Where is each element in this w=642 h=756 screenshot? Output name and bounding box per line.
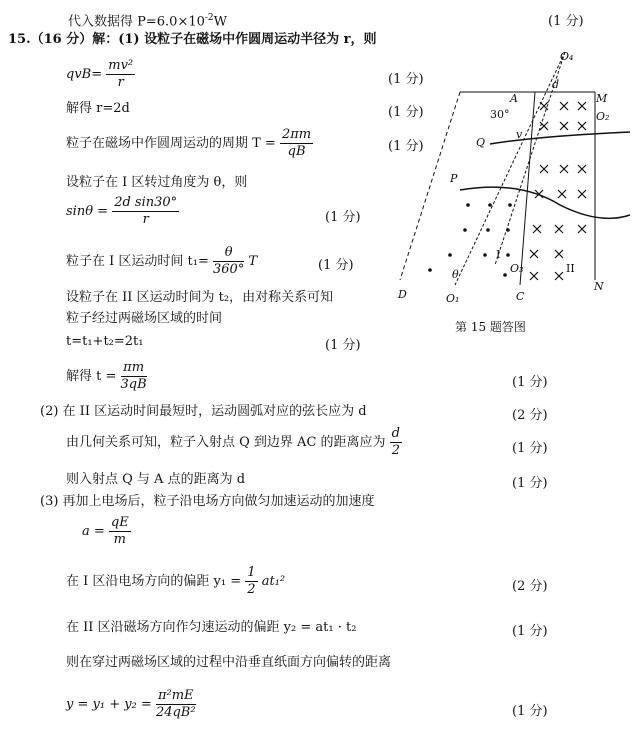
label-o1: O₁: [446, 292, 460, 305]
label-region-1: I: [496, 248, 501, 261]
label-o4: O₄: [560, 50, 574, 63]
eq-acceleration: a = $\frac{qE}{m}$: [82, 515, 129, 547]
score: (1 分): [388, 139, 424, 154]
label-angle: 30°: [490, 108, 510, 121]
eq-radius: 解得 r=2d: [66, 101, 130, 116]
part2-chord: (2) 在 II 区运动时间最短时，运动圆弧对应的弦长应为 d: [40, 404, 367, 419]
label-p: P: [450, 172, 458, 185]
score: (2 分): [512, 579, 548, 594]
label-v: v: [516, 128, 523, 141]
eq-sin-theta: sinθ = $\frac{\text{2d sin30°}}{r}$: [66, 195, 178, 227]
eq-lorentz: qvB= $\frac{\text{mv²}}{r}$: [66, 58, 134, 90]
label-theta: θ: [452, 268, 459, 281]
part3-deflection-intro: 则在穿过两磁场区域的过程中沿垂直纸面方向偏转的距离: [66, 655, 392, 670]
score: (2 分): [512, 408, 548, 423]
eq-time-region-1: 粒子在 I 区运动时间 t₁= $\frac{\theta}{360^\circ}$ T: [66, 245, 258, 277]
eq-angle-intro: 设粒子在 I 区转过角度为 θ，则: [66, 175, 248, 190]
label-o2: O₂: [596, 110, 610, 123]
field-dots-region-1: [428, 203, 512, 277]
line-power-result: 代入数据得 $P=6.0\times 10^{-2}W$: [68, 13, 228, 30]
trajectory-lower: [460, 187, 630, 218]
score: (1 分): [548, 14, 584, 29]
label-c: C: [516, 290, 525, 303]
label-o3: O₃: [510, 262, 524, 275]
score: (1 分): [388, 72, 424, 87]
label-m: M: [596, 92, 608, 105]
label-region-2: II: [566, 262, 575, 275]
label-a: A: [510, 92, 518, 105]
eq-offset-2: 在 II 区沿磁场方向作匀速运动的偏距 y₂ = at₁ · t₂: [66, 620, 357, 635]
score: (1 分): [512, 476, 548, 491]
score: (1 分): [512, 624, 548, 639]
eq-symmetry: 设粒子在 II 区运动时间为 t₂，由对称关系可知: [66, 290, 334, 305]
field-crosses-region-2: [530, 102, 586, 280]
part2-distance: 由几何关系可知，粒子入射点 Q 到边界 AC 的距离应为 $\frac{d}{2}$: [66, 426, 400, 458]
eq-total-time-intro: 粒子经过两磁场区域的时间: [66, 311, 223, 326]
eq-deflection-result: y = y₁ + y₂ = $\frac{\text{π²mE}}{\text{24qB²}}$: [66, 688, 196, 720]
label-q: Q: [476, 136, 486, 149]
score: (1 分): [512, 704, 548, 719]
trajectory-upper: [490, 132, 630, 144]
label-n: N: [594, 280, 604, 293]
eq-total-time: t=t₁+t₂=2t₁: [66, 334, 144, 349]
score: (1 分): [325, 338, 361, 353]
figure-caption: 第 15 题答图: [455, 320, 526, 334]
score: (1 分): [512, 375, 548, 390]
score: (1 分): [318, 258, 354, 273]
score: (1 分): [388, 105, 424, 120]
question-15-header: 15.（16 分）解：(1) 设粒子在磁场中作圆周运动半径为 r，则: [8, 32, 377, 47]
boundary-ad: [400, 92, 460, 280]
magnetic-field-figure: [390, 40, 640, 310]
radius-line: [455, 52, 565, 285]
score: (1 分): [325, 210, 361, 225]
eq-time-result: 解得 t = $\frac{\pi m}{3qB}$: [66, 360, 147, 392]
part2-qa: 则入射点 Q 与 A 点的距离为 d: [66, 472, 246, 487]
label-d: d: [552, 78, 560, 91]
part3-intro: (3) 再加上电场后，粒子沿电场方向做匀加速运动的加速度: [40, 494, 375, 509]
score: (1 分): [512, 441, 548, 456]
label-d-point: D: [398, 288, 407, 301]
eq-offset-1: 在 I 区沿电场方向的偏距 y₁ = $\frac{1}{2}$ at₁²: [66, 565, 286, 597]
eq-period: 粒子在磁场中作圆周运动的周期 T = $\frac{2\pi m}{qB}$: [66, 127, 312, 159]
